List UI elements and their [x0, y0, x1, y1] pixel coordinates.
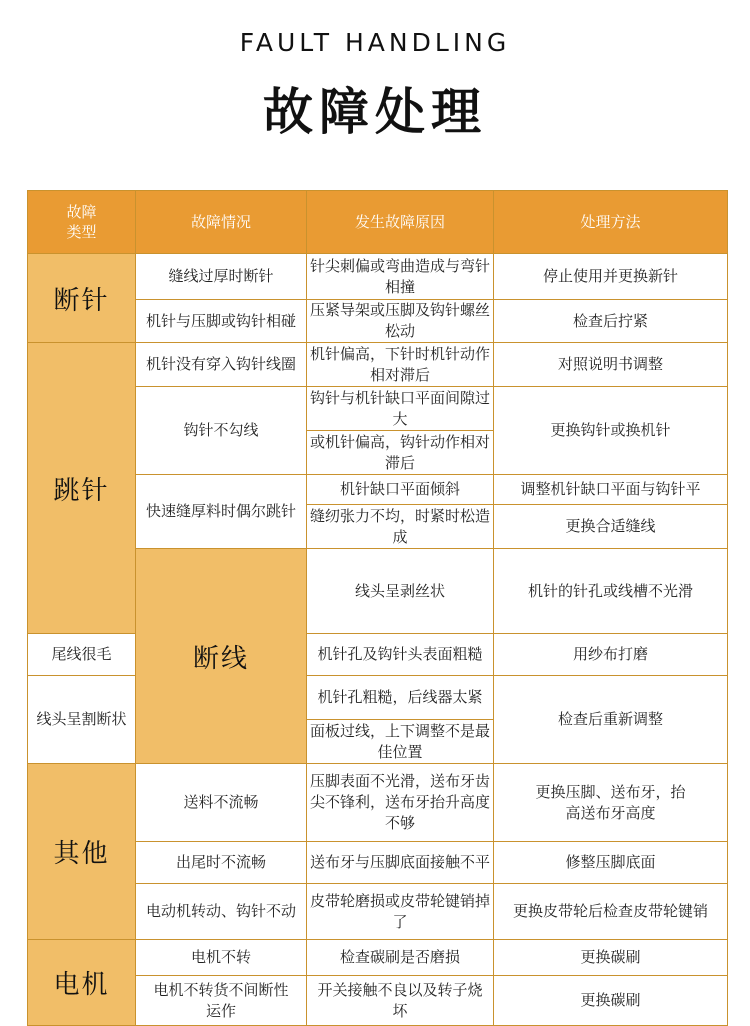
method-cell: 更换碳刷	[494, 940, 728, 976]
situation-text: 电机不转货不间断性运作	[153, 980, 289, 1020]
table-row	[28, 343, 728, 387]
category-cell: 电机	[28, 940, 136, 1026]
table-row	[28, 940, 728, 976]
method-cell: 更换合适缝线	[494, 505, 728, 549]
situation-cell: 送料不流畅	[136, 764, 307, 842]
method-cell	[494, 764, 728, 842]
table-row	[28, 764, 728, 842]
cause-cell	[307, 884, 494, 940]
cause-cell: 机针孔及钩针头表面粗糙	[307, 634, 494, 676]
category-cell: 断针	[28, 254, 136, 343]
situation-cell: 出尾时不流畅	[136, 842, 307, 884]
cause-cell	[307, 842, 494, 884]
situation-cell: 线头呈剥丝状	[307, 549, 494, 634]
category-cell: 跳针	[28, 343, 136, 634]
situation-cell: 钩针不勾线	[136, 387, 307, 475]
title-chinese: 故障处理	[263, 83, 487, 141]
situation-cell: 快速缝厚料时偶尔跳针	[136, 475, 307, 549]
situation-cell: 电动机转动、钩针不动	[136, 884, 307, 940]
header-fault-type-line2: 类型	[66, 223, 97, 241]
cause-cell	[307, 300, 494, 343]
table-row	[28, 676, 728, 720]
cause-text: 针尖刺偏或弯曲造成与弯针相撞	[309, 256, 490, 296]
situation-cell	[136, 976, 307, 1026]
table-header-row	[28, 191, 728, 254]
cause-text: 面板过线，上下调整不是最佳位置	[309, 721, 490, 761]
category-cell: 其他	[28, 764, 136, 940]
cause-text: 压紧导架或压脚及钩针螺丝松动	[309, 301, 490, 340]
cause-text: 皮带轮磨损或皮带轮键销掉了	[309, 891, 490, 931]
header-handling-method: 处理方法	[494, 191, 728, 254]
method-cell: 更换钩针或换机针	[494, 387, 728, 475]
category-cell: 断线	[136, 549, 307, 764]
method-cell: 用纱布打磨	[494, 634, 728, 676]
method-cell: 修整压脚底面	[494, 842, 728, 884]
method-cell: 调整机针缺口平面与钩针平	[494, 475, 728, 505]
cause-cell: 机针缺口平面倾斜	[307, 475, 494, 505]
header-fault-type-line1: 故障	[66, 203, 97, 221]
cause-text: 压脚表面不光滑，送布牙齿尖不锋利，送布牙抬升高度不够	[309, 772, 490, 832]
situation-cell: 机针与压脚或钩针相碰	[136, 300, 307, 343]
situation-cell: 电机不转	[136, 940, 307, 976]
cause-cell: 检查碳刷是否磨损	[307, 940, 494, 976]
cause-text: 开关接触不良以及转子烧坏	[317, 980, 483, 1020]
table-row	[28, 634, 728, 676]
method-text: 更换压脚、送布牙，抬高送布牙高度	[535, 782, 686, 822]
cause-cell	[307, 764, 494, 842]
cause-cell: 机针孔粗糙，后线器太紧	[307, 676, 494, 720]
cause-text: 钩针与机针缺口平面间隙过大	[309, 388, 490, 428]
cause-text: 缝纫张力不均，时紧时松造成	[309, 506, 490, 546]
cause-cell	[307, 976, 494, 1026]
method-cell: 更换皮带轮后检查皮带轮键销	[494, 884, 728, 940]
cause-text: 或机针偏高，钩针动作相对滞后	[309, 432, 490, 472]
method-cell: 更换碳刷	[494, 976, 728, 1026]
situation-cell: 尾线很毛	[28, 634, 136, 676]
cause-cell	[307, 505, 494, 549]
cause-cell	[307, 387, 494, 431]
header-fault-type	[28, 191, 136, 254]
cause-cell	[307, 254, 494, 300]
cause-cell	[307, 431, 494, 475]
table-row	[28, 254, 728, 300]
situation-cell: 机针没有穿入钩针线圈	[136, 343, 307, 387]
method-cell: 检查后拧紧	[494, 300, 728, 343]
method-cell: 对照说明书调整	[494, 343, 728, 387]
cause-cell	[307, 343, 494, 387]
situation-cell: 线头呈割断状	[28, 676, 136, 764]
header-fault-cause: 发生故障原因	[307, 191, 494, 254]
method-cell: 检查后重新调整	[494, 676, 728, 764]
cause-text: 送布牙与压脚底面接触不平	[309, 853, 490, 871]
header-fault-situation: 故障情况	[136, 191, 307, 254]
situation-cell: 缝线过厚时断针	[136, 254, 307, 300]
title-english: FAULT HANDLING	[239, 28, 511, 57]
fault-table	[27, 190, 728, 1026]
method-cell: 停止使用并更换新针	[494, 254, 728, 300]
cause-cell: 机针的针孔或线槽不光滑	[494, 549, 728, 634]
cause-cell	[307, 720, 494, 764]
cause-text: 机针偏高，下针时机针动作相对滞后	[309, 344, 490, 384]
